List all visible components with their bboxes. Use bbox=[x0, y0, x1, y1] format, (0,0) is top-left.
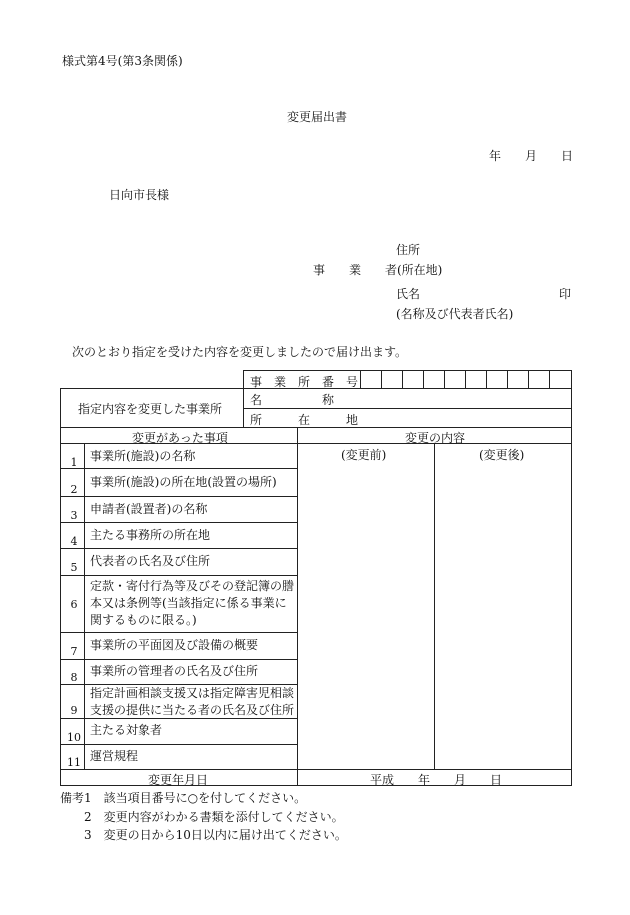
addressee: 日向市長様 bbox=[109, 188, 170, 202]
table-line bbox=[444, 370, 445, 388]
changed-items-header: 変更があった事項 bbox=[132, 431, 228, 445]
table-line bbox=[402, 370, 403, 388]
item-number: 11 bbox=[67, 756, 81, 769]
table-line bbox=[60, 522, 297, 523]
table-line bbox=[60, 575, 297, 576]
item-line: 指定計画相談支援又は指定障害児相談 bbox=[90, 686, 295, 700]
item-line: 事業所の管理者の氏名及び住所 bbox=[90, 664, 259, 678]
after-label: (変更後) bbox=[479, 448, 525, 462]
table-line bbox=[360, 370, 361, 388]
table-line bbox=[60, 744, 297, 745]
name-label: 氏名 bbox=[396, 287, 421, 301]
item-number: 7 bbox=[70, 645, 78, 658]
item-line: 運営規程 bbox=[90, 749, 139, 763]
table-line bbox=[243, 370, 244, 427]
table-line bbox=[549, 370, 550, 388]
operator-label: 事 業 者(所在地) bbox=[313, 263, 443, 277]
table-line bbox=[60, 632, 297, 633]
table-line bbox=[423, 370, 424, 388]
office-name-label: 名 称 bbox=[250, 393, 335, 407]
table-line bbox=[571, 370, 572, 785]
office-location-label: 所 在 地 bbox=[250, 413, 359, 427]
item-line: 定款・寄付行為等及びその登記簿の謄 bbox=[90, 579, 295, 593]
item-number: 6 bbox=[70, 598, 78, 611]
table-line bbox=[60, 496, 297, 497]
change-content-header: 変更の内容 bbox=[405, 431, 466, 445]
item-number: 10 bbox=[67, 731, 81, 744]
item-text bbox=[90, 637, 258, 654]
item-number: 2 bbox=[70, 483, 78, 496]
table-line bbox=[465, 370, 466, 388]
item-line: 事業所の平面図及び設備の概要 bbox=[90, 638, 259, 652]
table-line bbox=[60, 659, 297, 660]
date-month-label: 月 bbox=[525, 149, 538, 163]
remark-2: 2 変更内容がわかる書類を添付してください。 bbox=[60, 810, 344, 824]
office-changed-label: 指定内容を変更した事業所 bbox=[78, 402, 223, 416]
item-text bbox=[90, 663, 258, 680]
table-line bbox=[486, 370, 487, 388]
document-title: 変更届出書 bbox=[287, 110, 348, 124]
before-label: (変更前) bbox=[341, 448, 387, 462]
item-number: 8 bbox=[70, 671, 78, 684]
item-text bbox=[90, 748, 138, 765]
item-text bbox=[90, 448, 195, 465]
item-line: 事業所(施設)の名称 bbox=[90, 449, 196, 463]
item-number: 4 bbox=[70, 535, 78, 548]
item-number: 1 bbox=[70, 456, 78, 469]
item-line: 主たる対象者 bbox=[90, 723, 163, 737]
table-line bbox=[60, 769, 572, 770]
submission-date bbox=[489, 147, 573, 164]
name-note: (名称及び代表者氏名) bbox=[396, 307, 514, 321]
address-label: 住所 bbox=[396, 243, 421, 257]
item-line: 代表者の氏名及び住所 bbox=[90, 554, 211, 568]
item-text bbox=[90, 474, 277, 491]
intro-text: 次のとおり指定を受けた内容を変更しましたので届け出ます。 bbox=[72, 345, 408, 359]
table-line bbox=[243, 370, 572, 371]
date-year-label: 年 bbox=[489, 149, 502, 163]
item-line: 事業所(施設)の所在地(設置の場所) bbox=[90, 475, 277, 489]
office-number-label: 事 業 所 番 号 bbox=[250, 375, 359, 389]
table-line bbox=[297, 427, 298, 785]
change-date-value: 平成 年 月 日 bbox=[370, 773, 503, 787]
item-line: 関するものに限る。) bbox=[90, 613, 197, 627]
table-line bbox=[243, 408, 572, 409]
form-number: 様式第4号(第3条関係) bbox=[62, 54, 183, 68]
item-line: 申請者(設置者)の名称 bbox=[90, 502, 208, 516]
table-line bbox=[381, 370, 382, 388]
item-line: 本又は条例等(当該指定に係る事業に bbox=[90, 596, 287, 610]
table-line bbox=[60, 548, 297, 549]
item-text bbox=[90, 501, 207, 518]
item-text bbox=[90, 527, 210, 544]
table-line bbox=[60, 468, 297, 469]
table-line bbox=[507, 370, 508, 388]
table-line bbox=[60, 388, 61, 785]
item-number: 5 bbox=[70, 561, 78, 574]
item-number: 3 bbox=[70, 509, 78, 522]
item-line: 主たる事務所の所在地 bbox=[90, 528, 211, 542]
remark-3: 3 変更の日から10日以内に届け出てください。 bbox=[60, 828, 347, 842]
item-line: 支援の提供に当たる者の氏名及び住所 bbox=[90, 703, 295, 717]
item-text bbox=[90, 685, 294, 719]
item-text bbox=[90, 722, 162, 739]
table-line bbox=[528, 370, 529, 388]
table-line bbox=[434, 443, 435, 769]
item-text bbox=[90, 578, 294, 629]
item-number: 9 bbox=[70, 704, 78, 717]
change-date-label: 変更年月日 bbox=[148, 773, 209, 787]
seal-mark: 印 bbox=[559, 287, 572, 301]
item-text bbox=[90, 553, 210, 570]
date-day-label: 日 bbox=[561, 149, 574, 163]
remark-1: 備考1 該当項目番号に○を付してください。 bbox=[60, 791, 307, 805]
